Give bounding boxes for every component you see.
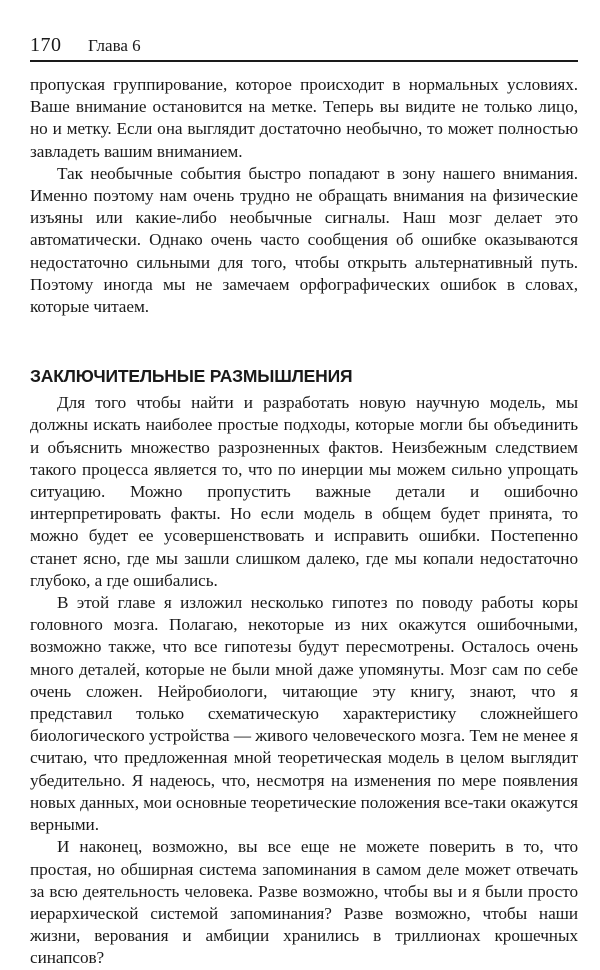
page-number: 170 (30, 34, 62, 56)
paragraph: И наконец, возможно, вы все еще не можете поверить в то, что простая, но обширная система запоминания в самом деле может отвечать за всю деятельность человека. Разве возможно, чтобы вы и я были просто иерархической системой запоминания? Разве возможно, чтобы наши жизни, верования и амбиции хранились в триллионах крошечных синапсов? (30, 837, 578, 968)
section-heading: ЗАКЛЮЧИТЕЛЬНЫЕ РАЗМЫШЛЕНИЯ (30, 366, 353, 387)
running-head (30, 34, 578, 60)
paragraph-continued: пропуская группирование, которое происходит в нормальных условиях. Ваше внимание остановится на метке. Теперь вы видите не только лицо, но и метку. Если она выглядит достаточно необычно, то может полностью завладеть вашим вниманием. (30, 75, 578, 161)
paragraph: Так необычные события быстро попадают в зону нашего внимания. Именно поэтому нам очень трудно не обращать внимания на физические изъяны или какие-либо необычные сигналы. Наш мозг делает это автоматически. Однако очень часто сообщения об ошибке оказываются недостаточно сильными для того, чтобы открыть альтернативный путь. Поэтому иногда мы не замечаем орфографических ошибок в словах, которые читаем. (30, 163, 578, 317)
page-body (30, 74, 578, 970)
paragraph: В этой главе я изложил несколько гипотез по поводу работы коры головного мозга. Полагаю, некоторые из них окажутся ошибочными, возможно также, что все гипотезы будут пересмотрены. Осталось очень много деталей, которые не были мной даже упомянуты. Мозг сам по себе очень сложен. Нейробиологи, читающие эту книгу, знают, что я представил только схематическую характеристику сложнейшего биологического устройства — живого человеческого мозга. Тем не менее я считаю, что предложенная мной теоретическая модель в целом выглядит убедительно. Я надеюсь, что, несмотря на изменения по мере появления новых данных, мои основные теоретические положения все-таки окажутся верными. (30, 593, 578, 835)
chapter-label: Глава 6 (88, 36, 141, 55)
header-rule (30, 60, 578, 62)
paragraph: Для того чтобы найти и разработать новую научную модель, мы должны искать наиболее простые подходы, которые могли бы объединить и объяснить множество разрозненных фактов. Неизбежным следствием такого процесса является то, что по инерции мы можем сильно упрощать ситуацию. Можно пропустить важные детали и ошибочно интерпретировать факты. Но если модель в общем будет принята, то можно будет ее усовершенствовать и исправить ошибки. Постепенно станет ясно, где мы зашли слишком далеко, где мы копали недостаточно глубоко, а где ошибались. (30, 393, 578, 590)
